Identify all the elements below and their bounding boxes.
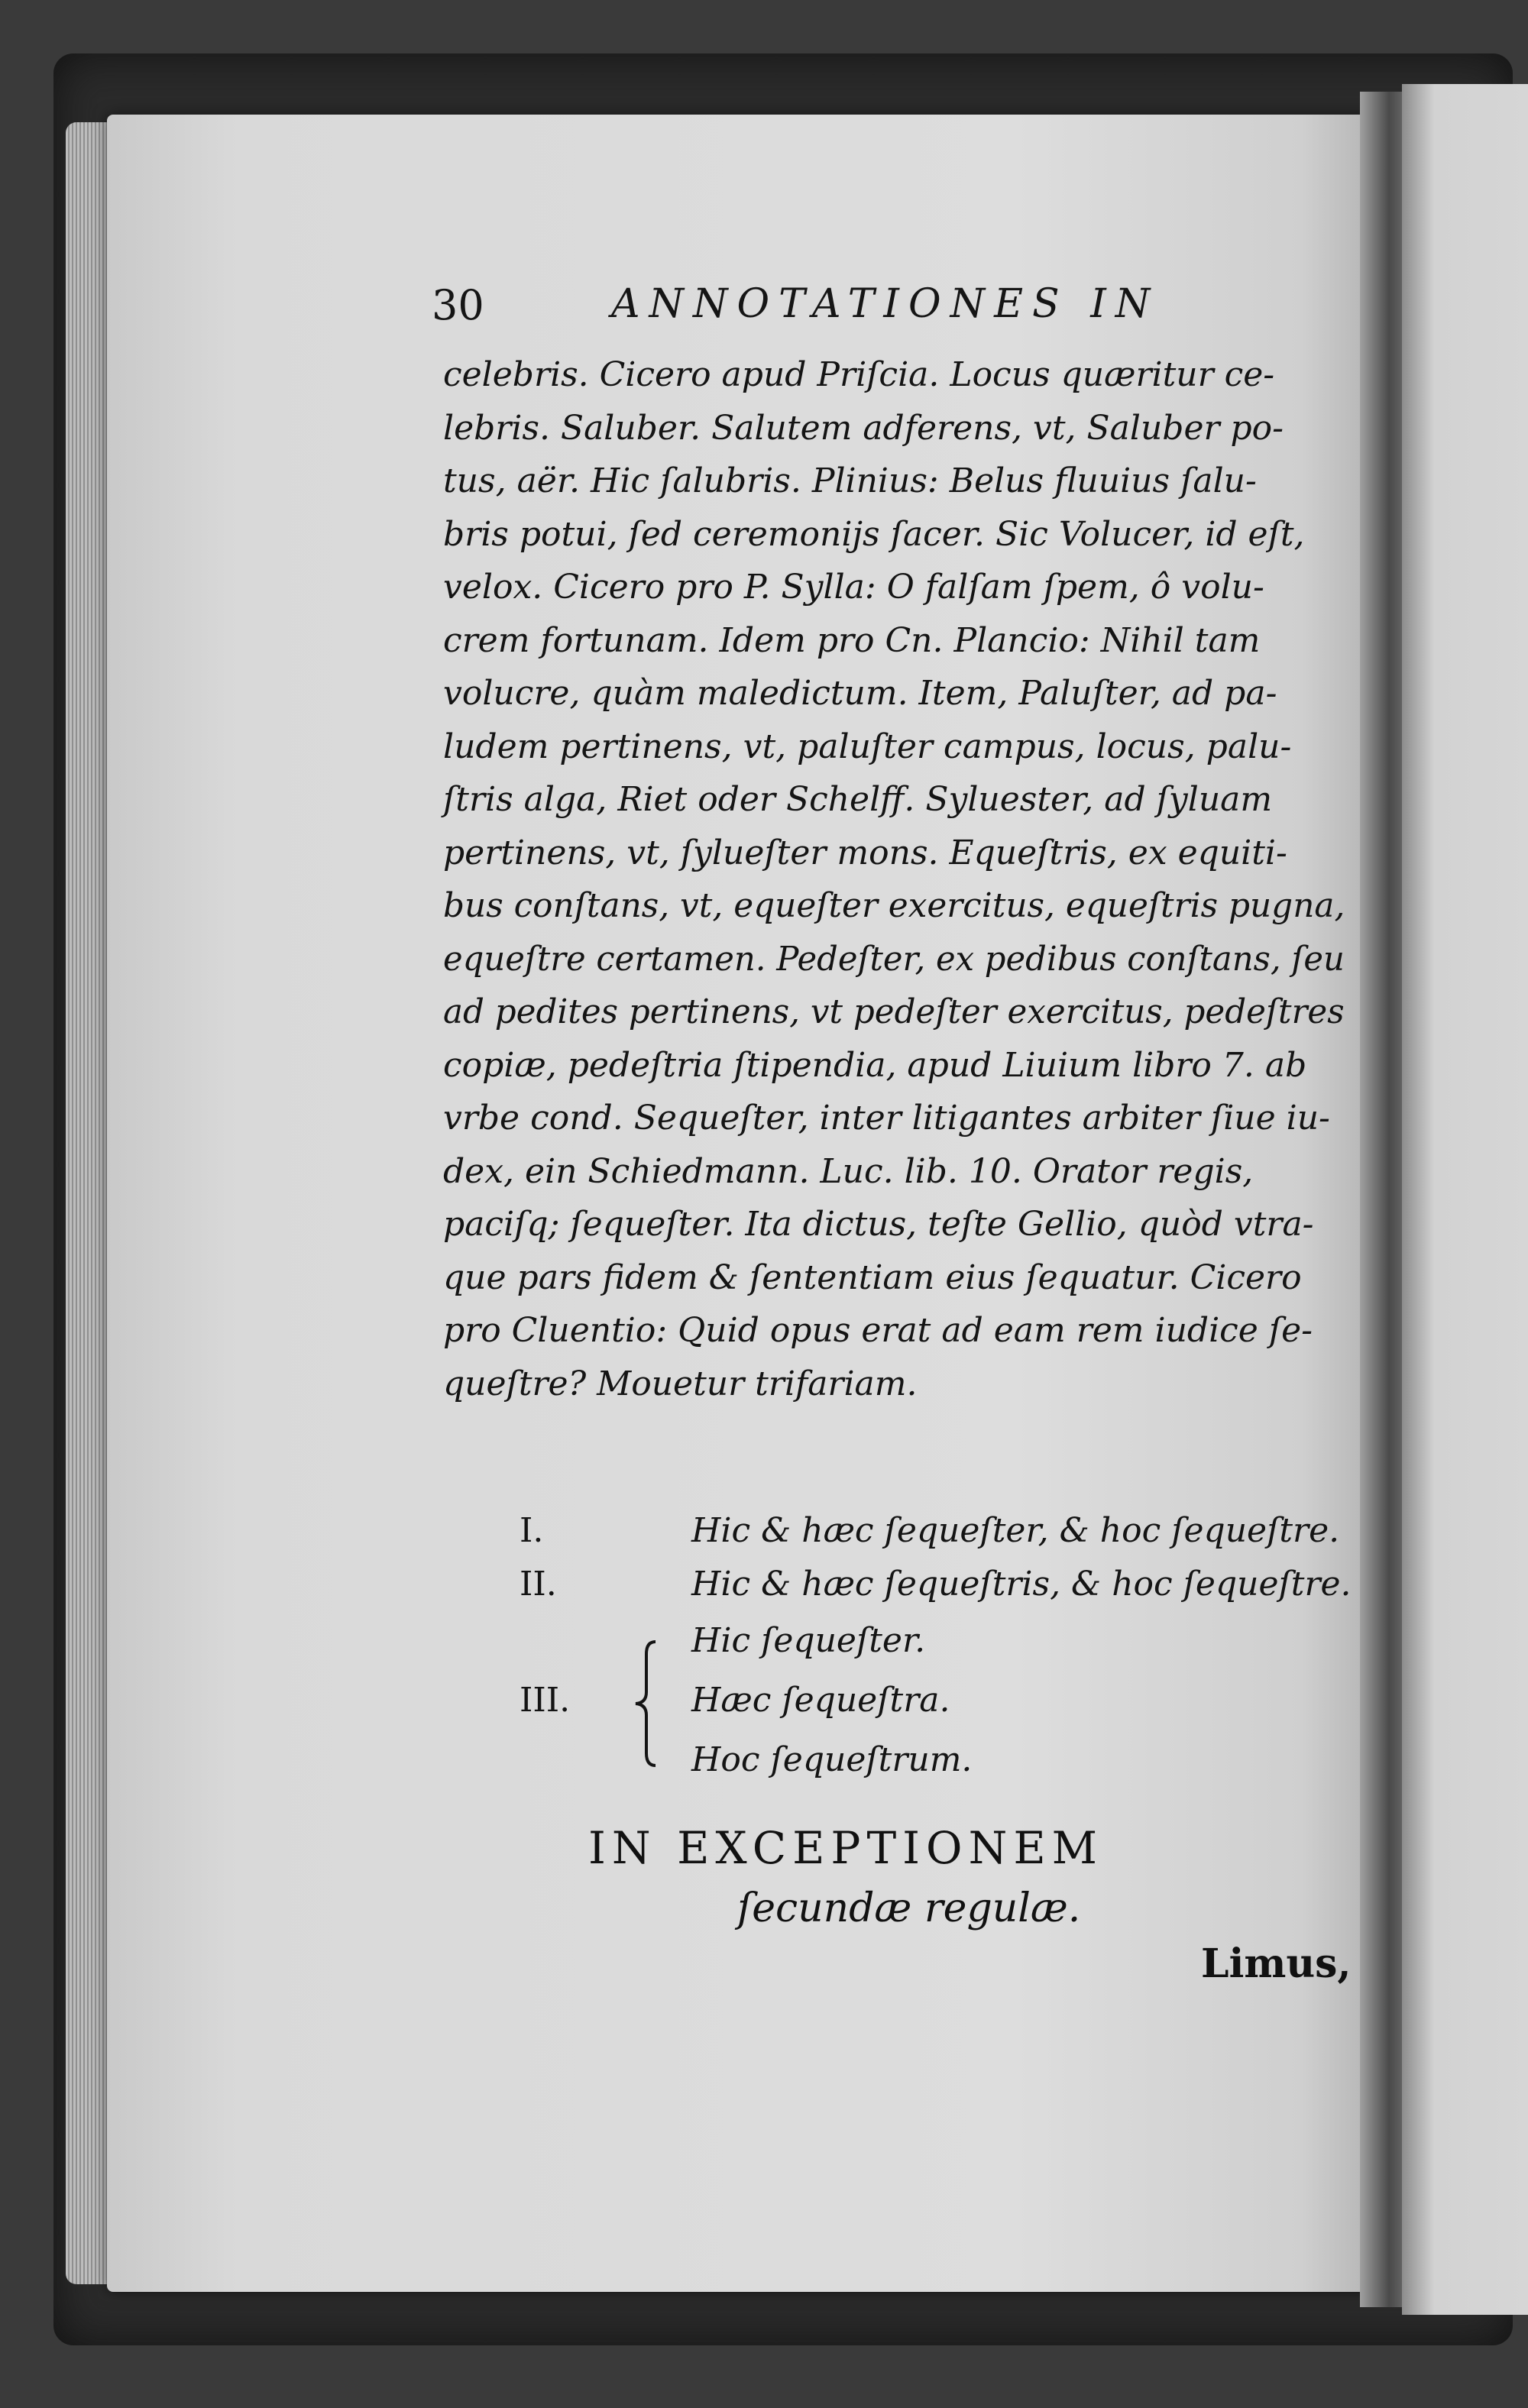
text-line: ſtris alga, Riet oder Schelff. Syluester, ad ſyluam (443, 780, 1273, 819)
catchword: Limus, (1201, 1940, 1352, 1987)
form-feminine: Hæc ſequeſtra. (691, 1681, 950, 1720)
text-line: tus, aër. Hic ſalubris. Plinius: Belus fluuius ſalu- (443, 461, 1257, 500)
text-line: bris potui, ſed ceremonijs ſacer. Sic Volucer, id eſt, (443, 514, 1305, 554)
right-page (1402, 84, 1528, 2315)
declension-2: Hic & hæc ſequeſtris, & hoc ſequeſtre. (691, 1565, 1352, 1604)
declension-1: Hic & hæc ſequeſter, & hoc ſequeſtre. (691, 1511, 1340, 1550)
numeral-3: III. (520, 1681, 571, 1720)
text-line: dex, ein Schiedmann. Luc. lib. 10. Orator regis, (443, 1151, 1254, 1191)
section-subtitle: ſecundæ regulæ. (737, 1885, 1081, 1931)
text-line: lebris. Saluber. Salutem adferens, vt, Saluber po- (443, 408, 1284, 448)
text-line: crem fortunam. Idem pro Cn. Plancio: Nihil tam (443, 620, 1261, 660)
form-neuter: Hoc ſequeſtrum. (691, 1740, 973, 1779)
page-number: 30 (432, 281, 484, 329)
text-line: celebris. Cicero apud Priſcia. Locus quæritur ce- (443, 355, 1275, 394)
section-title: IN EXCEPTIONEM (588, 1822, 1104, 1874)
text-line: que pars fidem & ſententiam eius ſequatur. Cicero (443, 1257, 1302, 1297)
running-head: ANNOTATIONES IN (611, 281, 1160, 327)
text-line: velox. Cicero pro P. Sylla: O falſam ſpem, ô volu- (443, 568, 1264, 607)
text-line: ad pedites pertinens, vt pedeſter exercitus, pedeſtres (443, 992, 1345, 1031)
text-line: volucre, quàm maledictum. Item, Paluſter, ad pa- (443, 674, 1277, 713)
text-line: equeſtre certamen. Pedeſter, ex pedibus conſtans, ſeu (443, 939, 1345, 979)
text-line: ludem pertinens, vt, paluſter campus, locus, palu- (443, 727, 1292, 766)
text-line: pro Cluentio: Quid opus erat ad eam rem iudice ſe- (443, 1311, 1313, 1350)
text-line: copiæ, pedeſtria ſtipendia, apud Liuium libro 7. ab (443, 1045, 1307, 1085)
form-masculine: Hic ſequeſter. (691, 1621, 926, 1660)
text-line: pertinens, vt, ſylueſter mons. Equeſtris, ex equiti- (443, 833, 1287, 872)
body-text (443, 348, 1360, 1410)
text-line: queſtre? Mouetur trifariam. (443, 1364, 918, 1403)
text-line: paciſq; ſequeſter. Ita dictus, teſte Gellio, quòd vtra- (443, 1205, 1314, 1244)
brace-icon (633, 1639, 659, 1769)
numeral-1: I. (520, 1511, 544, 1550)
text-line: bus conſtans, vt, equeſter exercitus, equeſtris pugna, (443, 886, 1345, 925)
page-edges (66, 122, 112, 2284)
text-line: vrbe cond. Sequeſter, inter litigantes arbiter ſiue iu- (443, 1099, 1330, 1138)
numeral-2: II. (520, 1565, 557, 1604)
